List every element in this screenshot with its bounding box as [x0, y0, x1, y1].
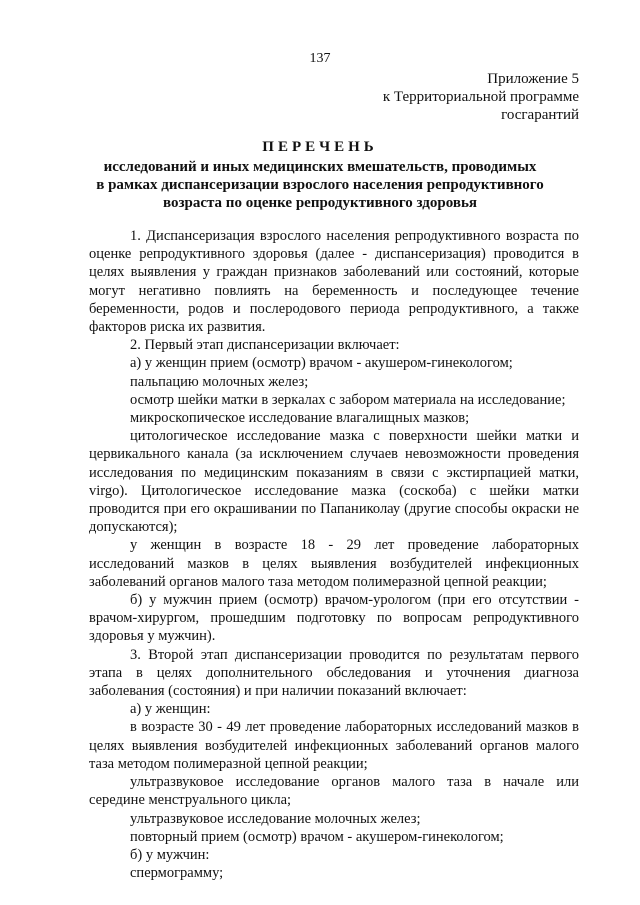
list-item: у женщин в возрасте 18 - 29 лет проведение лабораторных исследований мазков в целях выявления возбудителей инфекционных заболеваний органов малого таза методом полимеразной цепной реакции;: [89, 537, 579, 590]
list-item: б) у мужчин:: [130, 846, 210, 863]
list-item: ультразвуковое исследование органов малого таза в начале или середине менструального цикла;: [89, 774, 579, 809]
document-body: [89, 227, 579, 882]
list-item: микроскопическое исследование влагалищных мазков;: [130, 410, 470, 427]
paragraph-1: 1. Диспансеризация взрослого населения репродуктивного возраста по оценке репродуктивного здоровья (далее - диспансеризация) проводится в целях выявления у граждан признаков заболеваний или состояний, которые могут негативно повлиять на беременность и последующее течение беременности, родов и послеродового периода репродуктивного, а также факторов риска их развития.: [89, 228, 579, 336]
appendix-line: госгарантий: [501, 107, 579, 123]
appendix-header: [383, 70, 579, 124]
appendix-line: к Территориальной программе: [382, 89, 579, 105]
paragraph-2: 2. Первый этап диспансеризации включает:: [130, 337, 400, 354]
title-subline: исследований и иных медицинских вмешательств, проводимых: [103, 159, 537, 175]
paragraph-3: 3. Второй этап диспансеризации проводится по результатам первого этапа в целях дополнительного обследования и уточнения диагноза заболевания (состояния) и при наличии показаний включает:: [89, 646, 579, 700]
list-item: в возрасте 30 - 49 лет проведение лабораторных исследований мазков в целях выявления возбудителей инфекционных заболеваний органов малого таза методом полимеразной цепной реакции;: [89, 719, 579, 772]
title-subline: в рамках диспансеризации взрослого населения репродуктивного: [96, 177, 544, 193]
list-item: а) у женщин:: [130, 701, 211, 718]
list-item: б) у мужчин прием (осмотр) врачом-урологом (при его отсутствии - врачом-хирургом, прошедшим подготовку по вопросам репродуктивного здоровья у мужчин).: [89, 592, 579, 645]
list-item: пальпацию молочных желез;: [130, 373, 309, 390]
list-item: ультразвуковое исследование молочных желез;: [130, 810, 421, 827]
page-number: 137: [309, 51, 331, 66]
list-item: спермограмму;: [130, 865, 224, 882]
document-title: [0, 138, 640, 212]
title-main: ПЕРЕЧЕНЬ: [262, 139, 378, 155]
list-item: а) у женщин прием (осмотр) врачом - акушером-гинекологом;: [130, 355, 513, 372]
title-subline: возраста по оценке репродуктивного здоровья: [162, 195, 478, 211]
list-item: повторный прием (осмотр) врачом - акушером-гинекологом;: [130, 828, 504, 845]
list-item: цитологическое исследование мазка с поверхности шейки матки и цервикального канала (за исключением случаев невозможности проведения исследования по медицинским показаниям в связи с экстирпацией матки, virgo). Цитологическое исследование мазка (соскоба) с шейки матки проводится при его окрашивании по Папаниколау (другие способы окраски не допускаются);: [89, 428, 579, 536]
appendix-line: Приложение 5: [487, 71, 579, 87]
list-item: осмотр шейки матки в зеркалах с забором материала на исследование;: [130, 391, 566, 408]
